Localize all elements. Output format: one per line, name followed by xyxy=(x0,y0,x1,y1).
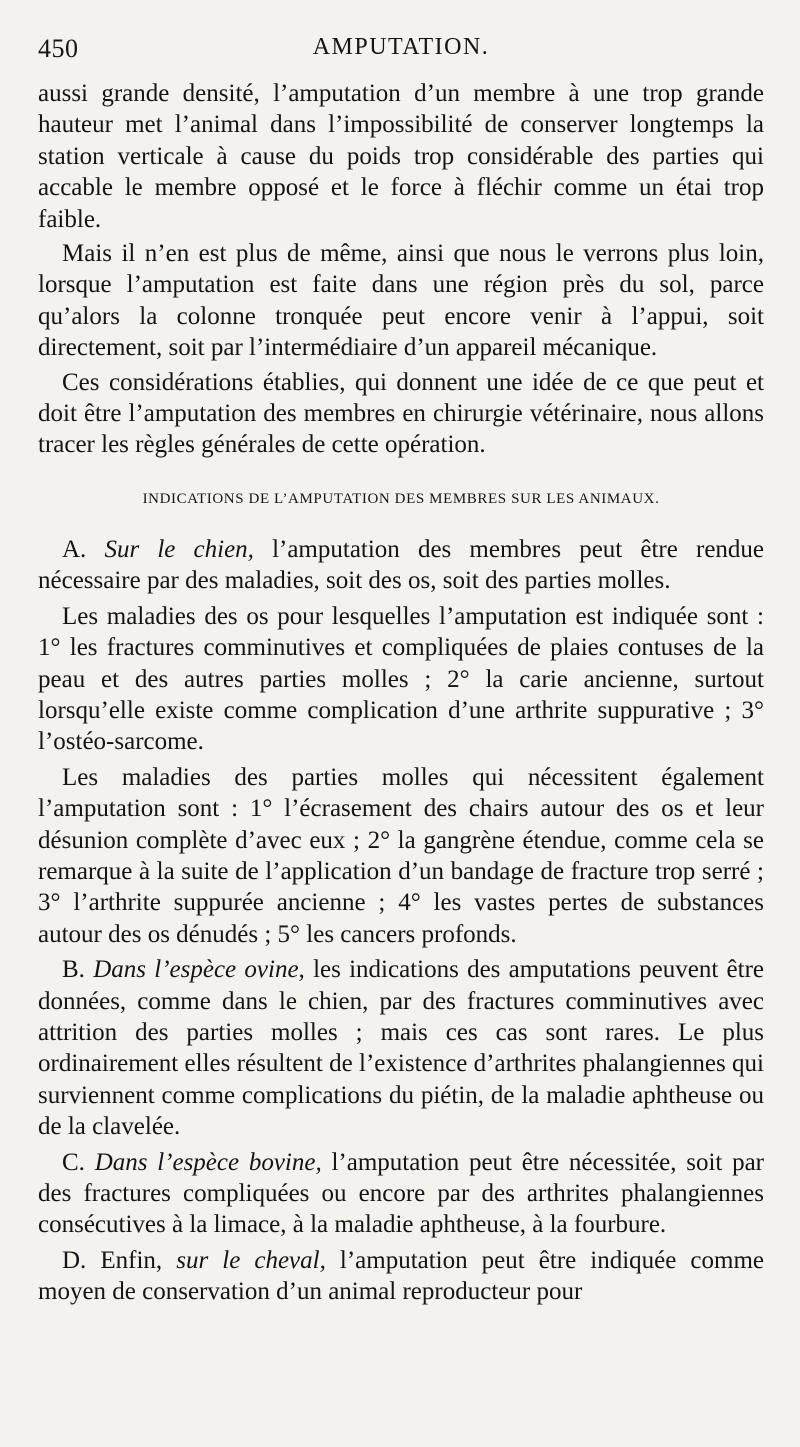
entry-italic-subject: Sur le chien, xyxy=(104,535,254,563)
running-title: AMPUTATION. xyxy=(312,34,490,60)
entry-text: Les maladies des parties molles qui nécessitent également l’amputation sont : 1° l’écrasement des chairs autour des os et leur désunion complète d’avec eux ; 2° la gangrène étendue, comme cela se remarque à la suite de l’application d’un bandage de fracture trop serré ; 3° l’arthrite suppurée ancienne ; 4° les vastes pertes de substances autour des os dénudés ; 5° les cancers profonds. xyxy=(38,763,764,948)
entry-italic-subject: Dans l’espèce bovine, xyxy=(94,1148,322,1176)
entry-text: Les maladies des os pour lesquelles l’amputation est indiquée sont : 1° les fractures comminutives et compliquées de plaies contuses de la peau et des autres parties molles ; 2° la carie ancienne, surtout lorsqu’elle existe comme complication d’une arthrite suppurative ; 3° l’ostéo-sarcome. xyxy=(38,602,764,756)
entry-b-ovine xyxy=(38,954,764,1142)
entry-text: l’amputation peut être indiquée comme moyen de conservation d’un animal reproducteur pour xyxy=(38,1246,765,1306)
entry-maladies-os xyxy=(38,601,764,758)
entry-c-bovine xyxy=(38,1147,764,1241)
paragraph-continuation: aussi grande densité, l’amputation d’un membre à une trop grande hauteur met l’animal dans l’impossibilité de conserver longtemps la station verticale à cause du poids trop considérable des parties qui accable le membre opposé et le force à fléchir comme un étai trop faible. xyxy=(38,80,764,233)
entry-letter: D. xyxy=(62,1246,87,1274)
entry-italic-subject: sur le cheval, xyxy=(176,1246,326,1274)
entry-letter: C. xyxy=(62,1148,85,1176)
section-heading xyxy=(38,491,764,508)
entry-text: l’amputation peut être nécessitée, soit par des fractures compliquées ou encore par des arthrites phalangiennes consécutives à la limace, à la maladie aphtheuse, à la fourbure. xyxy=(38,1148,765,1239)
entry-italic-subject: Dans l’espèce ovine, xyxy=(93,956,305,984)
entry-a-chien xyxy=(38,534,764,597)
paragraph-considerations: Ces considérations établies, qui donnent une idée de ce que peut et doit être l’amputation des membres en chirurgie vétérinaire, nous allons tracer les règles générales de cette opération. xyxy=(38,368,764,459)
page-number: 450 xyxy=(38,34,79,63)
entry-text: l’amputation des membres peut être rendue nécessaire par des maladies, soit des os, soit des parties molles. xyxy=(38,535,765,595)
entry-lead: Enfin, xyxy=(100,1246,163,1274)
section-heading-text: INDICATIONS DE L’AMPUTATION DES MEMBRES SUR LES ANIMAUX. xyxy=(142,490,660,507)
paragraph-mais: Mais il n’en est plus de même, ainsi que nous le verrons plus loin, lorsque l’amputation est faite dans une région près du sol, parce qu’alors la colonne tronquée peut encore venir à l’appui, soit directement, soit par l’intermédiaire d’un appareil mécanique. xyxy=(38,240,764,362)
entry-letter: A. xyxy=(62,535,87,563)
entry-text: les indications des amputations peuvent être données, comme dans le chien, par des fractures comminutives avec attrition des parties molles ; mais ces cas sont rares. Le plus ordinairement elles résultent de l’existence d’arthrites phalangiennes qui surviennent comme complications du piétin, de la maladie aphtheuse ou de la clavelée. xyxy=(38,956,764,1141)
entry-d-cheval xyxy=(38,1245,764,1308)
entry-letter: B. xyxy=(62,956,85,984)
page-header xyxy=(38,28,764,78)
entry-maladies-parties-molles xyxy=(38,762,764,950)
